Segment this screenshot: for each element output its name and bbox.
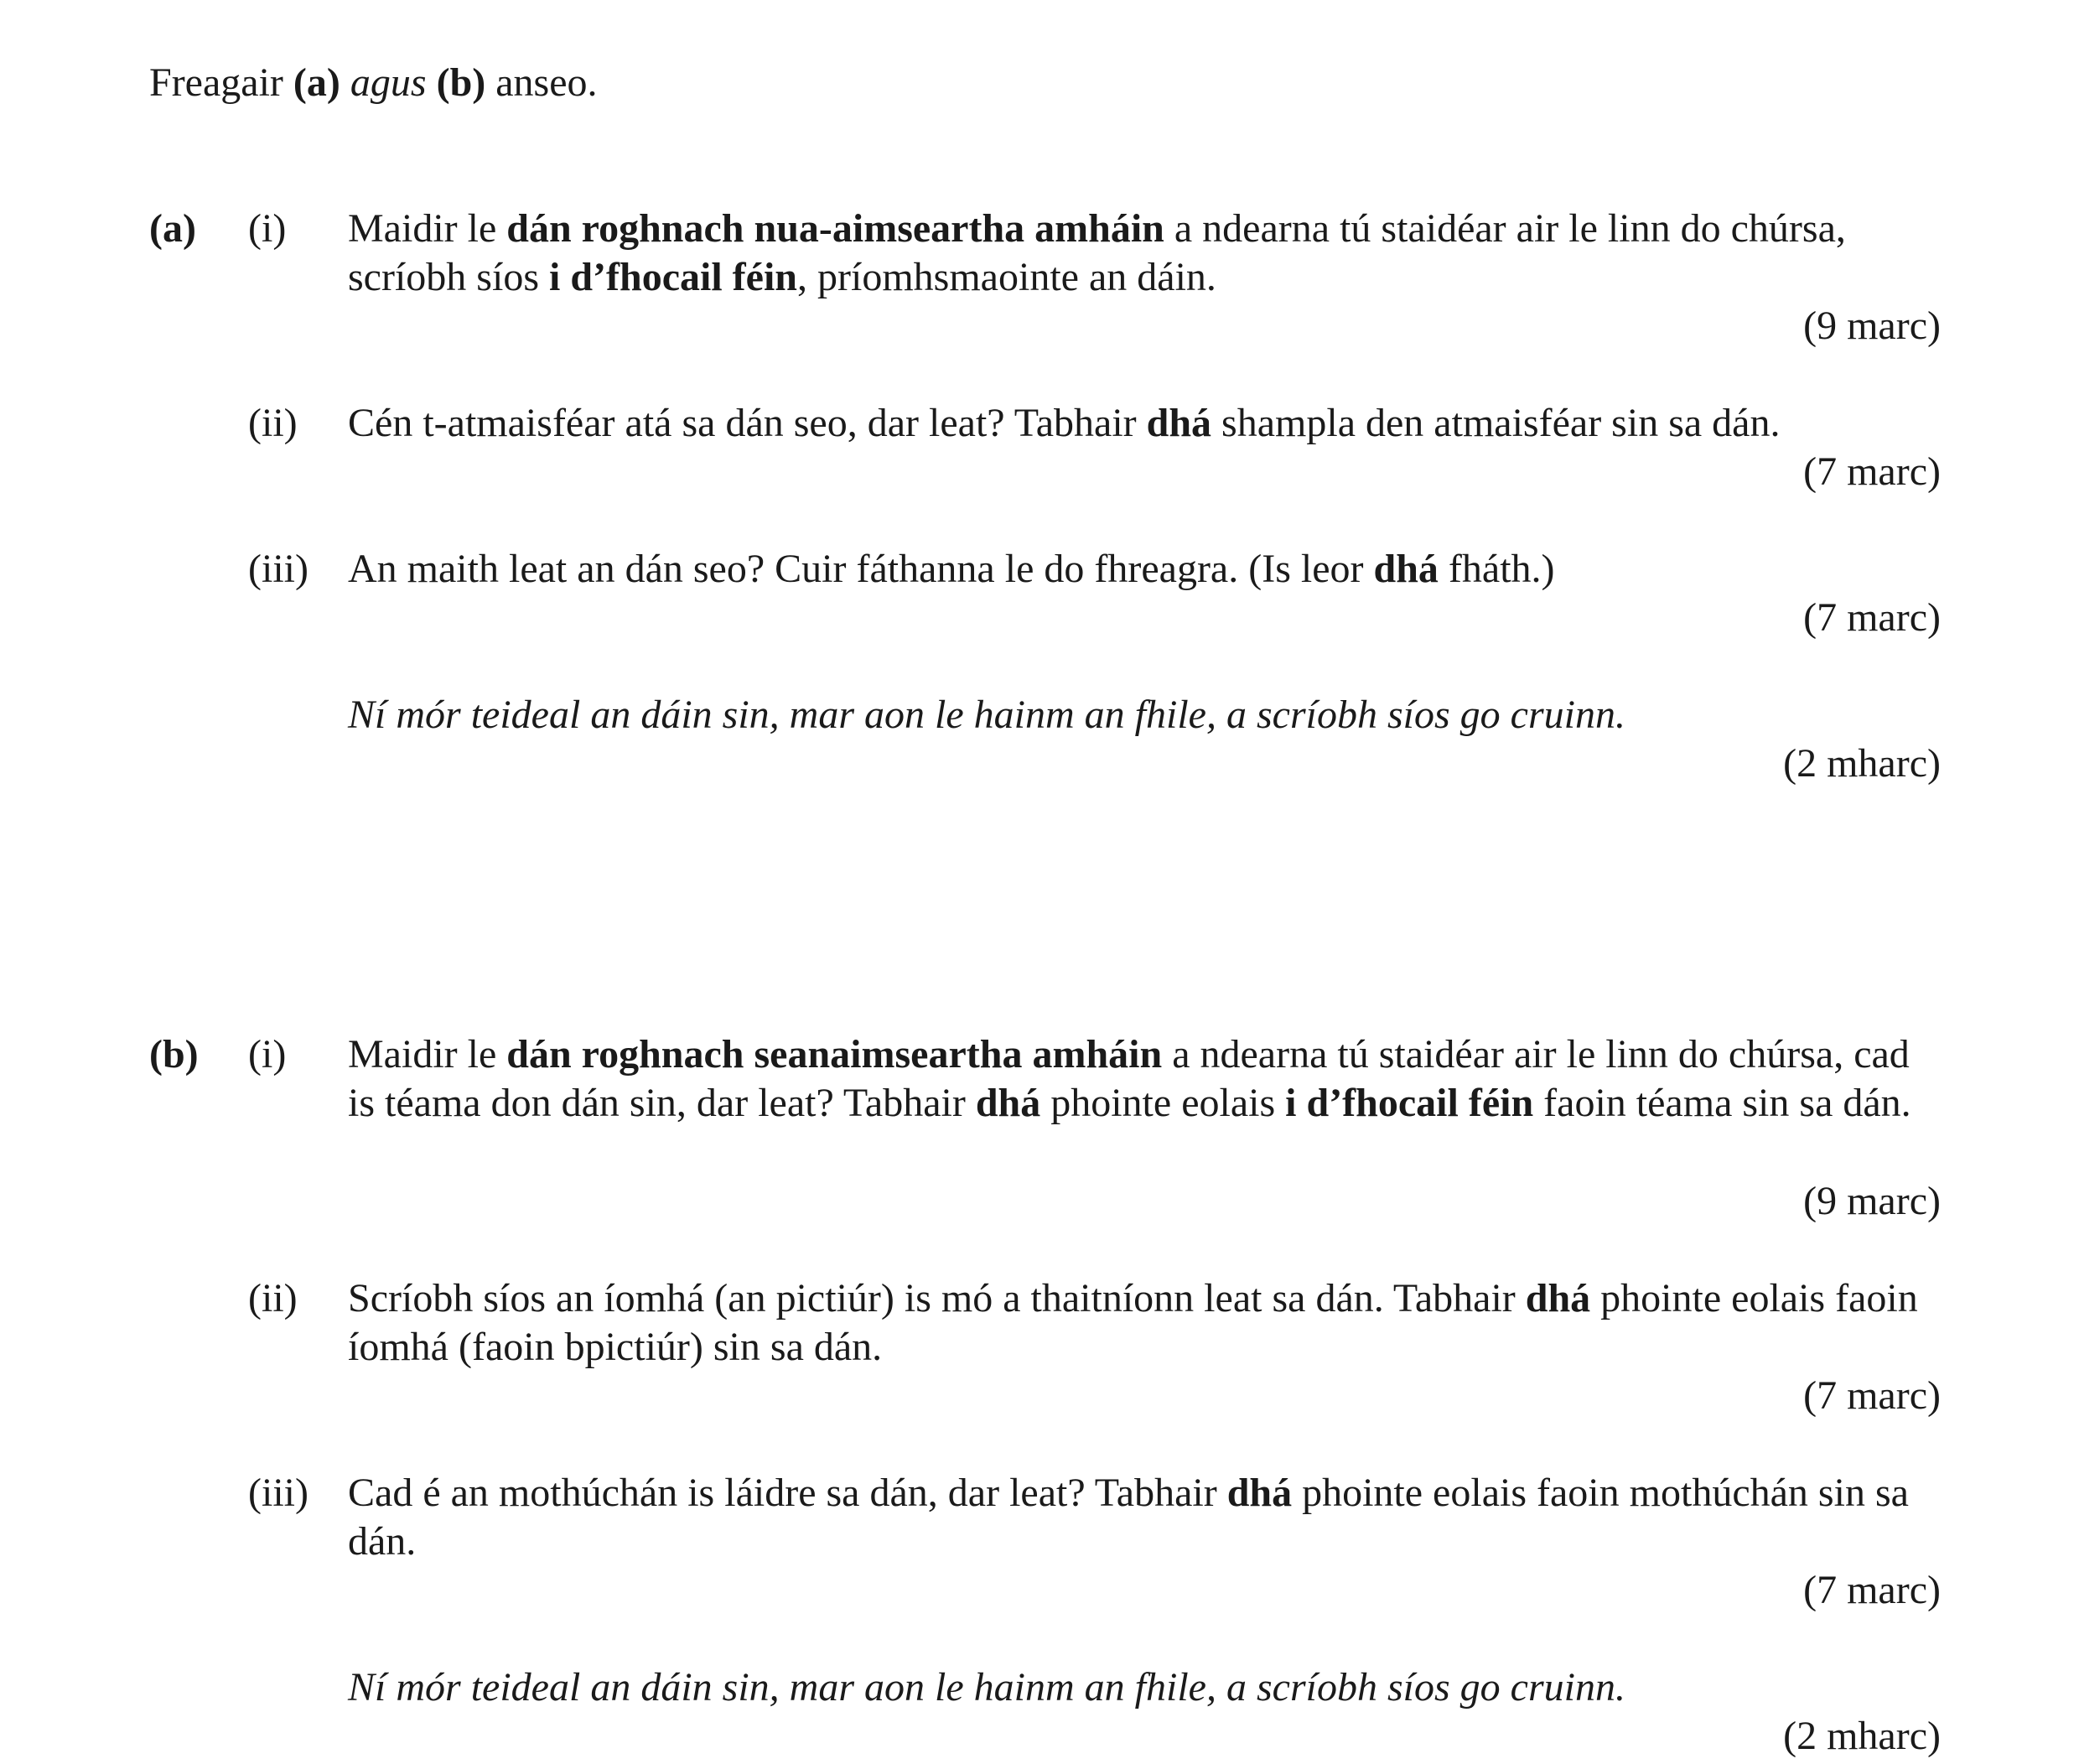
part-b-q2-marks: (7 marc) <box>1803 1373 1941 1418</box>
part-a-q3-number: (iii) <box>248 547 308 591</box>
instructions: Freagair (a) agus (b) anseo. <box>149 60 598 105</box>
part-a-q1-text: Maidir le dán roghnach nua-aimseartha amháin a ndearna tú staidéar air le linn do chúrsa, scríobh síos i d’fhocail féin, príomhsmaointe an dáin. <box>348 206 1846 299</box>
part-a-q3-text: An maith leat an dán seo? Cuir fáthanna le do fhreagra. (Is leor dhá fháth.) <box>348 547 1555 591</box>
part-a-q3-marks: (7 marc) <box>1803 595 1941 640</box>
part-b-q2-text: Scríobh síos an íomhá (an pictiúr) is mó a thaitníonn leat sa dán. Tabhair dhá phointe eolais faoin íomhá (faoin bpictiúr) sin sa dán. <box>348 1276 1918 1369</box>
part-a-note: Ní mór teideal an dáin sin, mar aon le hainm an fhile, a scríobh síos go cruinn. <box>348 693 1625 737</box>
part-a-q2-marks: (7 marc) <box>1803 449 1941 494</box>
part-a-label: (a) <box>149 206 196 251</box>
part-b-q3-number: (iii) <box>248 1471 308 1515</box>
part-b-q2-number: (ii) <box>248 1276 298 1320</box>
part-a-note-marks: (2 mharc) <box>1783 741 1941 786</box>
part-b-q1-marks: (9 marc) <box>1803 1179 1941 1223</box>
part-a-q2-text: Cén t-atmaisféar atá sa dán seo, dar leat? Tabhair dhá shampla den atmaisféar sin sa dán. <box>348 401 1781 445</box>
part-b-q1-number: (i) <box>248 1032 287 1077</box>
part-b-q3-marks: (7 marc) <box>1803 1568 1941 1612</box>
part-b-note: Ní mór teideal an dáin sin, mar aon le hainm an fhile, a scríobh síos go cruinn. <box>348 1665 1625 1710</box>
part-b-label: (b) <box>149 1032 199 1077</box>
part-b-note-marks: (2 mharc) <box>1783 1714 1941 1758</box>
part-b-q3-text: Cad é an mothúchán is láidre sa dán, dar leat? Tabhair dhá phointe eolais faoin mothúchán sin sa dán. <box>348 1471 1909 1564</box>
part-a-q1-marks: (9 marc) <box>1803 304 1941 348</box>
part-b-q1-text: Maidir le dán roghnach seanaimseartha amháin a ndearna tú staidéar air le linn do chúrsa, cad is téama don dán sin, dar leat? Tabhair dhá phointe eolais i d’fhocail féin faoin téama sin sa dán. <box>348 1032 1911 1125</box>
part-a-q2-number: (ii) <box>248 401 298 445</box>
part-a-q1-number: (i) <box>248 206 287 251</box>
